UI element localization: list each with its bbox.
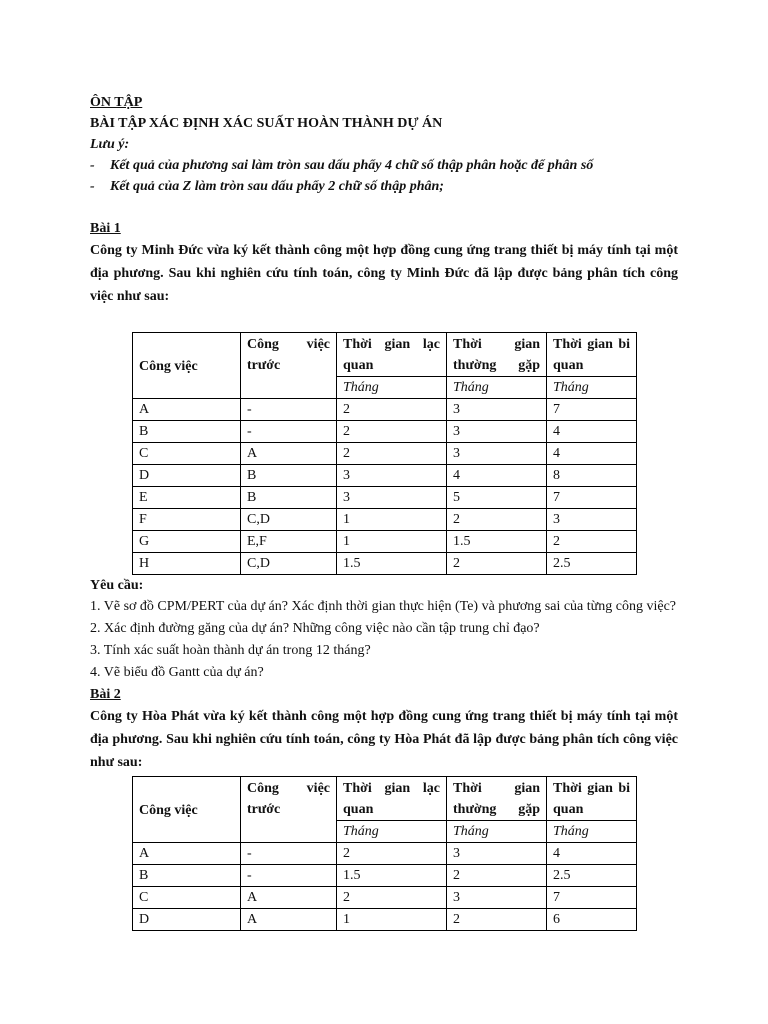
table-cell: D xyxy=(133,465,241,487)
table-cell: 2 xyxy=(337,399,447,421)
table-row xyxy=(133,553,637,575)
table-cell: 2 xyxy=(337,887,447,909)
table-cell: 7 xyxy=(547,399,637,421)
table-cell: 3 xyxy=(447,887,547,909)
header-optimistic: Thời gian lạc quan xyxy=(337,777,447,821)
table-row xyxy=(133,887,637,909)
table-row xyxy=(133,399,637,421)
table-cell: C,D xyxy=(241,509,337,531)
table-cell: 2 xyxy=(337,443,447,465)
note-label: Lưu ý: xyxy=(90,137,130,152)
table-cell: 7 xyxy=(547,887,637,909)
note-dash: - xyxy=(90,158,95,173)
note-item xyxy=(90,176,678,197)
header-pessimistic: Thời gian bi quan xyxy=(547,777,637,821)
table-cell: 2 xyxy=(447,909,547,931)
exercise-2-rows xyxy=(133,843,637,931)
table-cell: 3 xyxy=(337,487,447,509)
note-dash: - xyxy=(90,179,95,194)
unit-cell: Tháng xyxy=(337,377,447,399)
table-row xyxy=(133,531,637,553)
exercise-1-intro: Công ty Minh Đức vừa ký kết thành công một hợp đồng cung ứng trang thiết bị máy tính tại một địa phương. Sau khi nghiên cứu tính toán, công ty Minh Đức đã lập được bảng phân tích công việc như sau: xyxy=(90,243,678,304)
exercise-2-label: Bài 2 xyxy=(90,687,121,702)
table-cell: H xyxy=(133,553,241,575)
table-cell: C,D xyxy=(241,553,337,575)
table-cell: 3 xyxy=(447,843,547,865)
table-cell: 3 xyxy=(337,465,447,487)
table-cell: E xyxy=(133,487,241,509)
table-cell: 1 xyxy=(337,531,447,553)
table-cell: 4 xyxy=(547,443,637,465)
table-cell: A xyxy=(241,909,337,931)
header-predecessor: Công việc trước xyxy=(241,777,337,843)
table-cell: 1.5 xyxy=(447,531,547,553)
table-cell: - xyxy=(241,421,337,443)
table-row xyxy=(133,865,637,887)
requirements-label: Yêu cầu: xyxy=(90,578,144,593)
table-cell: 2 xyxy=(447,509,547,531)
table-row xyxy=(133,421,637,443)
table-cell: 3 xyxy=(547,509,637,531)
unit-cell: Tháng xyxy=(547,821,637,843)
table-cell: 2 xyxy=(337,421,447,443)
table-cell: 1 xyxy=(337,909,447,931)
unit-cell: Tháng xyxy=(547,377,637,399)
requirement-item: 2. Xác định đường găng của dự án? Những công việc nào cần tập trung chỉ đạo? xyxy=(90,621,540,636)
table-cell: 1.5 xyxy=(337,865,447,887)
table-row xyxy=(133,509,637,531)
table-cell: - xyxy=(241,865,337,887)
table-cell: 3 xyxy=(447,421,547,443)
requirement-item: 4. Vẽ biểu đồ Gantt của dự án? xyxy=(90,665,264,680)
table-cell: 2.5 xyxy=(547,553,637,575)
heading: ÔN TẬP xyxy=(90,95,143,110)
table-cell: A xyxy=(133,843,241,865)
table-cell: A xyxy=(241,443,337,465)
note-text: Kết quả của Z làm tròn sau dấu phẩy 2 chữ số thập phân; xyxy=(110,179,444,194)
table-cell: 2 xyxy=(337,843,447,865)
table-row xyxy=(133,843,637,865)
table-cell: G xyxy=(133,531,241,553)
requirement-item: 1. Vẽ sơ đồ CPM/PERT của dự án? Xác định thời gian thực hiện (Te) và phương sai của từng công việc? xyxy=(90,599,676,614)
unit-cell: Tháng xyxy=(447,821,547,843)
table-cell: 2 xyxy=(547,531,637,553)
table-cell: B xyxy=(133,421,241,443)
header-predecessor: Công việc trước xyxy=(241,333,337,399)
table-cell: 1.5 xyxy=(337,553,447,575)
table-cell: 4 xyxy=(547,421,637,443)
requirements-list xyxy=(90,596,678,684)
table-cell: - xyxy=(241,843,337,865)
table-cell: 1 xyxy=(337,509,447,531)
exercise-1-rows xyxy=(133,399,637,575)
table-cell: B xyxy=(241,465,337,487)
header-most-likely: Thời gian thường gặp xyxy=(447,333,547,377)
header-pessimistic: Thời gian bi quan xyxy=(547,333,637,377)
document-title: BÀI TẬP XÁC ĐỊNH XÁC SUẤT HOÀN THÀNH DỰ ÁN xyxy=(90,116,443,131)
table-cell: 7 xyxy=(547,487,637,509)
note-item xyxy=(90,155,678,176)
table-cell: 4 xyxy=(547,843,637,865)
table-cell: E,F xyxy=(241,531,337,553)
header-activity: Công việc xyxy=(133,777,241,843)
exercise-2-table xyxy=(132,776,637,931)
table-cell: 2.5 xyxy=(547,865,637,887)
unit-cell: Tháng xyxy=(447,377,547,399)
table-cell: D xyxy=(133,909,241,931)
table-cell: A xyxy=(241,887,337,909)
table-cell: C xyxy=(133,443,241,465)
note-text: Kết quả của phương sai làm tròn sau dấu phẩy 4 chữ số thập phân hoặc để phân số xyxy=(110,158,594,173)
unit-cell: Tháng xyxy=(337,821,447,843)
table-cell: B xyxy=(133,865,241,887)
requirement-item: 3. Tính xác suất hoàn thành dự án trong 12 tháng? xyxy=(90,643,371,658)
table-cell: F xyxy=(133,509,241,531)
document-page xyxy=(90,92,678,931)
table-cell: B xyxy=(241,487,337,509)
table-row xyxy=(133,487,637,509)
header-activity: Công việc xyxy=(133,333,241,399)
table-cell: 3 xyxy=(447,399,547,421)
table-row xyxy=(133,443,637,465)
table-cell: 6 xyxy=(547,909,637,931)
table-row xyxy=(133,465,637,487)
exercise-1-label: Bài 1 xyxy=(90,221,121,236)
table-cell: C xyxy=(133,887,241,909)
table-cell: A xyxy=(133,399,241,421)
header-optimistic: Thời gian lạc quan xyxy=(337,333,447,377)
header-most-likely: Thời gian thường gặp xyxy=(447,777,547,821)
table-cell: 5 xyxy=(447,487,547,509)
exercise-2-intro: Công ty Hòa Phát vừa ký kết thành công một hợp đồng cung ứng trang thiết bị máy tính tại một địa phương. Sau khi nghiên cứu tính toán, công ty Hòa Phát đã lập được bảng phân tích công việc như sau: xyxy=(90,709,678,770)
table-cell: - xyxy=(241,399,337,421)
table-cell: 8 xyxy=(547,465,637,487)
table-cell: 2 xyxy=(447,865,547,887)
table-header-row xyxy=(133,333,637,377)
exercise-1-table xyxy=(132,332,637,575)
table-cell: 4 xyxy=(447,465,547,487)
table-row xyxy=(133,909,637,931)
table-cell: 2 xyxy=(447,553,547,575)
table-cell: 3 xyxy=(447,443,547,465)
table-header-row xyxy=(133,777,637,821)
